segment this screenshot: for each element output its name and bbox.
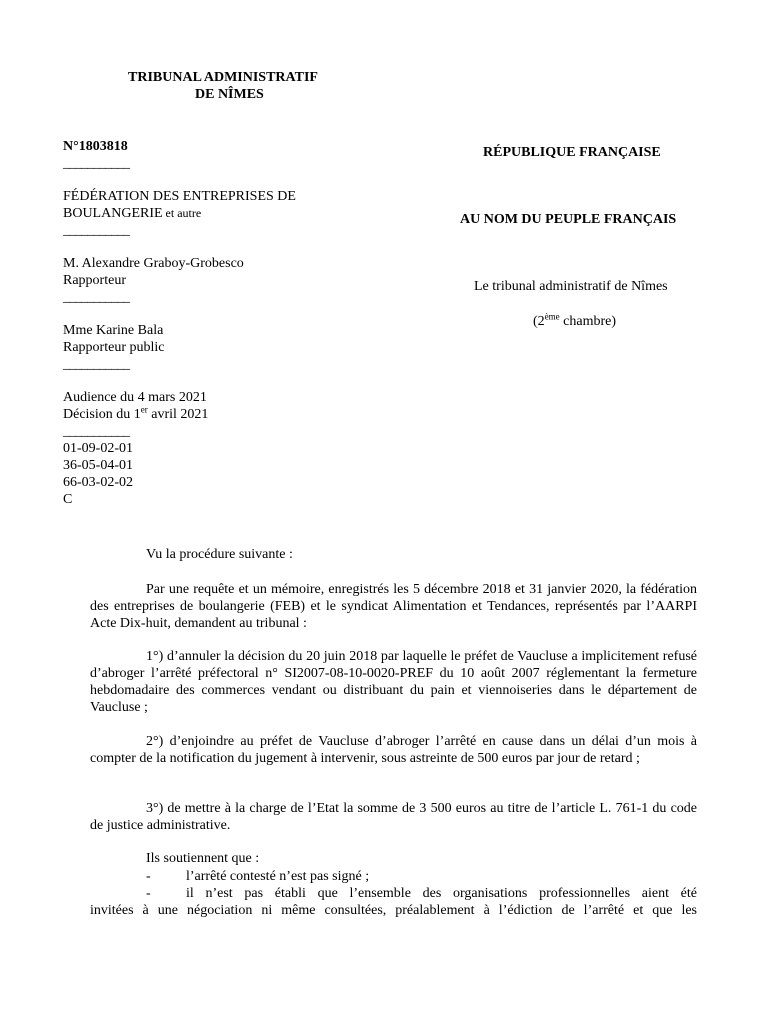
arguments-intro: Ils soutiennent que : bbox=[146, 851, 260, 866]
paragraph-conclusion-3: 3°) de mettre à la charge de l’Etat la somme de 3 500 euros au titre de l’article L. 761-1 du code de justice administrative. bbox=[90, 801, 697, 833]
parties-line2 bbox=[63, 205, 296, 222]
court-name: Le tribunal administratif de Nîmes bbox=[474, 279, 668, 294]
argument-item bbox=[90, 885, 697, 902]
decision-date bbox=[63, 406, 296, 423]
chamber-label bbox=[533, 311, 617, 330]
republic-heading: RÉPUBLIQUE FRANÇAISE bbox=[483, 145, 661, 160]
rapporteur-name: M. Alexandre Graboy-Grobesco bbox=[63, 256, 244, 271]
decision-prefix: Décision du 1 bbox=[63, 407, 141, 422]
decision-sup: er bbox=[140, 404, 148, 415]
separator: ___________ bbox=[63, 223, 129, 238]
separator: ___________ bbox=[63, 290, 129, 305]
separator: ___________ bbox=[63, 357, 129, 372]
paragraph-conclusion-2: 2°) d’enjoindre au préfet de Vaucluse d’abroger l’arrêté en cause dans un délai d’un mois à compter de la notification du jugement à intervenir, sous astreinte de 500 euros par jour de retard ; bbox=[90, 734, 697, 766]
decision-suffix: avril 2021 bbox=[147, 407, 209, 422]
procedure-intro: Vu la procédure suivante : bbox=[146, 547, 293, 562]
chamber-prefix: (2 bbox=[533, 314, 545, 329]
argument-continuation bbox=[90, 902, 697, 919]
argument-text: l’arrêté contesté n’est pas signé ; bbox=[186, 869, 370, 884]
parties-line1: FÉDÉRATION DES ENTREPRISES DE bbox=[63, 189, 296, 204]
case-number: N°1803818 bbox=[63, 139, 128, 154]
separator: ___________ bbox=[63, 156, 129, 171]
chamber-sup: ème bbox=[544, 311, 560, 322]
hearing-date: Audience du 4 mars 2021 bbox=[63, 390, 207, 405]
public-rapporteur-role: Rapporteur public bbox=[63, 340, 165, 355]
classification-code: 66-03-02-02 bbox=[63, 475, 133, 490]
argument-text: il n’est pas établi que l’ensemble des organisations professionnelles aient été bbox=[186, 886, 697, 901]
dash-marker: - bbox=[146, 869, 151, 884]
people-heading: AU NOM DU PEUPLE FRANÇAIS bbox=[460, 212, 677, 227]
paragraph-request: Par une requête et un mémoire, enregistrés les 5 décembre 2018 et 31 janvier 2020, la fédération des entreprises de boulangerie (FEB) et le syndicat Alimentation et Tendances, représentés par l’AARPI Acte Dix-huit, demandent au tribunal : bbox=[90, 582, 697, 631]
separator: ___________ bbox=[63, 424, 129, 439]
paragraph-conclusion-1: 1°) d’annuler la décision du 20 juin 2018 par laquelle le préfet de Vaucluse a implicitement refusé d’abroger l’arrêté préfectoral n° SI2007-08-10-0020-PREF du 10 août 2007 réglementant la fermeture hebdomadaire des commerces vendant ou distribuant du pain et viennoiseries dans le département de Vaucluse ; bbox=[90, 649, 697, 715]
tribunal-name-line2: DE NÎMES bbox=[195, 87, 264, 102]
chamber-suffix: chambre) bbox=[559, 314, 617, 329]
parties-rest: et autre bbox=[162, 206, 202, 220]
classification-code: 01-09-02-01 bbox=[63, 441, 133, 456]
public-rapporteur-name: Mme Karine Bala bbox=[63, 323, 164, 338]
classification-code: C bbox=[63, 492, 73, 507]
case-info-column bbox=[63, 138, 296, 508]
classification-code: 36-05-04-01 bbox=[63, 458, 133, 473]
parties-main: BOULANGERIE bbox=[63, 206, 163, 221]
argument-text: invitées à une négociation ni même consultées, préalablement à l’édiction de l’arrêté et que les bbox=[90, 903, 697, 918]
dash-marker: - bbox=[146, 886, 151, 901]
tribunal-name-line1: TRIBUNAL ADMINISTRATIF bbox=[128, 70, 318, 85]
argument-item bbox=[90, 868, 697, 885]
rapporteur-role: Rapporteur bbox=[63, 273, 126, 288]
